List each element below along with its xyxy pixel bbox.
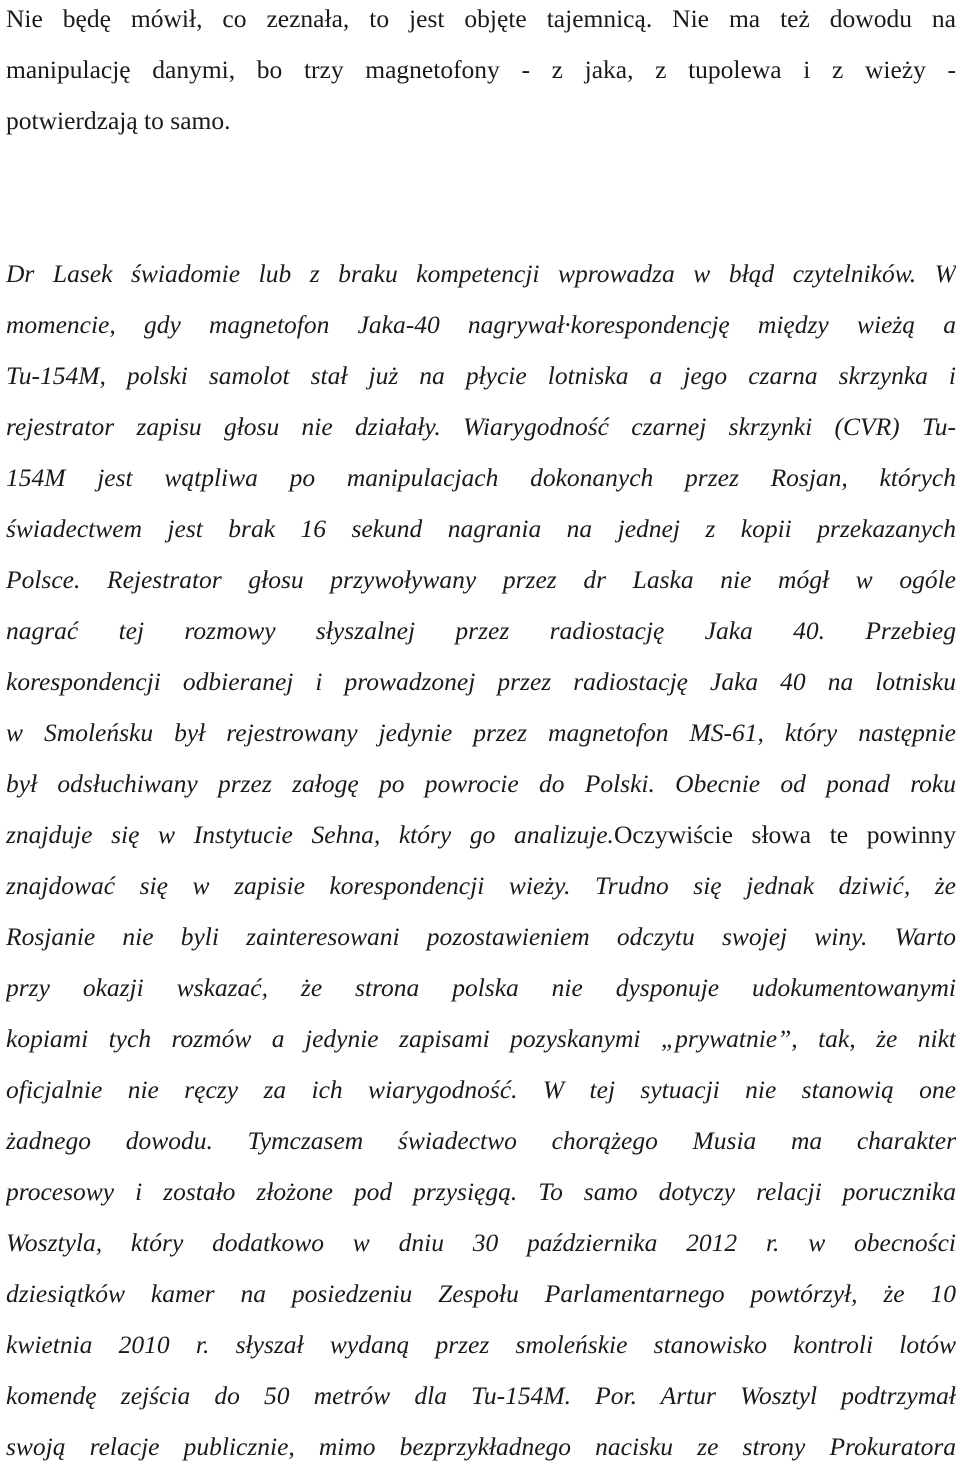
- text-line: był odsłuchiwany przez załogę po powrocie do Polski. Obecnie od ponad roku: [6, 769, 956, 798]
- text-line: momencie, gdy magnetofon Jaka-40 nagrywał·korespondencję między wieżą a: [6, 310, 956, 339]
- text-line: oficjalnie nie ręczy za ich wiarygodność. W tej sytuacji nie stanowią one: [6, 1075, 956, 1104]
- document-page: [6, 0, 956, 1472]
- text-line: Rosjanie nie byli zainteresowani pozostawieniem odczytu swojej winy. Warto: [6, 922, 956, 951]
- text-line: korespondencji odbieranej i prowadzonej przez radiostację Jaka 40 na lotnisku: [6, 667, 956, 696]
- text-line: dziesiątków kamer na posiedzeniu Zespołu Parlamentarnego powtórzył, że 10: [6, 1279, 956, 1308]
- text-line: Tu-154M, polski samolot stał już na płycie lotniska a jego czarna skrzynka i: [6, 361, 956, 390]
- text-line: kwietnia 2010 r. słyszał wydaną przez smoleńskie stanowisko kontroli lotów: [6, 1330, 956, 1359]
- text-line: świadectwem jest brak 16 sekund nagrania na jednej z kopii przekazanych: [6, 514, 956, 543]
- paragraph-gap: [6, 146, 956, 248]
- text-line: kopiami tych rozmów a jedynie zapisami pozyskanymi „prywatnie”, tak, że nikt: [6, 1024, 956, 1053]
- text-line: przy okazji wskazać, że strona polska nie dysponuje udokumentowanymi: [6, 973, 956, 1002]
- text-line: w Smoleńsku był rejestrowany jedynie przez magnetofon MS-61, który następnie: [6, 718, 956, 747]
- text-line: znajduje się w Instytucie Sehna, który go analizuje.Oczywiście słowa te powinny: [6, 820, 956, 849]
- text-line: procesowy i zostało złożone pod przysięgą. To samo dotyczy relacji porucznika: [6, 1177, 956, 1206]
- text-line: rejestrator zapisu głosu nie działały. Wiarygodność czarnej skrzynki (CVR) Tu-: [6, 412, 956, 441]
- text-line: Nie będę mówił, co zeznała, to jest objęte tajemnicą. Nie ma też dowodu na: [6, 4, 956, 33]
- text-line: znajdować się w zapisie korespondencji wieży. Trudno się jednak dziwić, że: [6, 871, 956, 900]
- text-line: potwierdzają to samo.: [6, 106, 231, 135]
- text-line: żadnego dowodu. Tymczasem świadectwo chorążego Musia ma charakter: [6, 1126, 956, 1155]
- text-line: Polsce. Rejestrator głosu przywoływany przez dr Laska nie mógł w ogóle: [6, 565, 956, 594]
- text-line: komendę zejścia do 50 metrów dla Tu-154M. Por. Artur Wosztyl podtrzymał: [6, 1381, 956, 1410]
- text-line: swoją relacje publicznie, mimo bezprzykładnego nacisku ze strony Prokuratora: [6, 1432, 956, 1461]
- text-line: Wosztyla, który dodatkowo w dniu 30 października 2012 r. w obecności: [6, 1228, 956, 1257]
- text-line: nagrać tej rozmowy słyszalnej przez radiostację Jaka 40. Przebieg: [6, 616, 956, 645]
- paragraph-quote: [6, 0, 956, 146]
- text-line: 154M jest wątpliwa po manipulacjach dokonanych przez Rosjan, których: [6, 463, 956, 492]
- paragraph-rebuttal: [6, 248, 956, 1472]
- text-line: Dr Lasek świadomie lub z braku kompetencji wprowadza w błąd czytelników. W: [6, 259, 956, 288]
- text-line: manipulację danymi, bo trzy magnetofony - z jaka, z tupolewa i z wieży -: [6, 55, 956, 84]
